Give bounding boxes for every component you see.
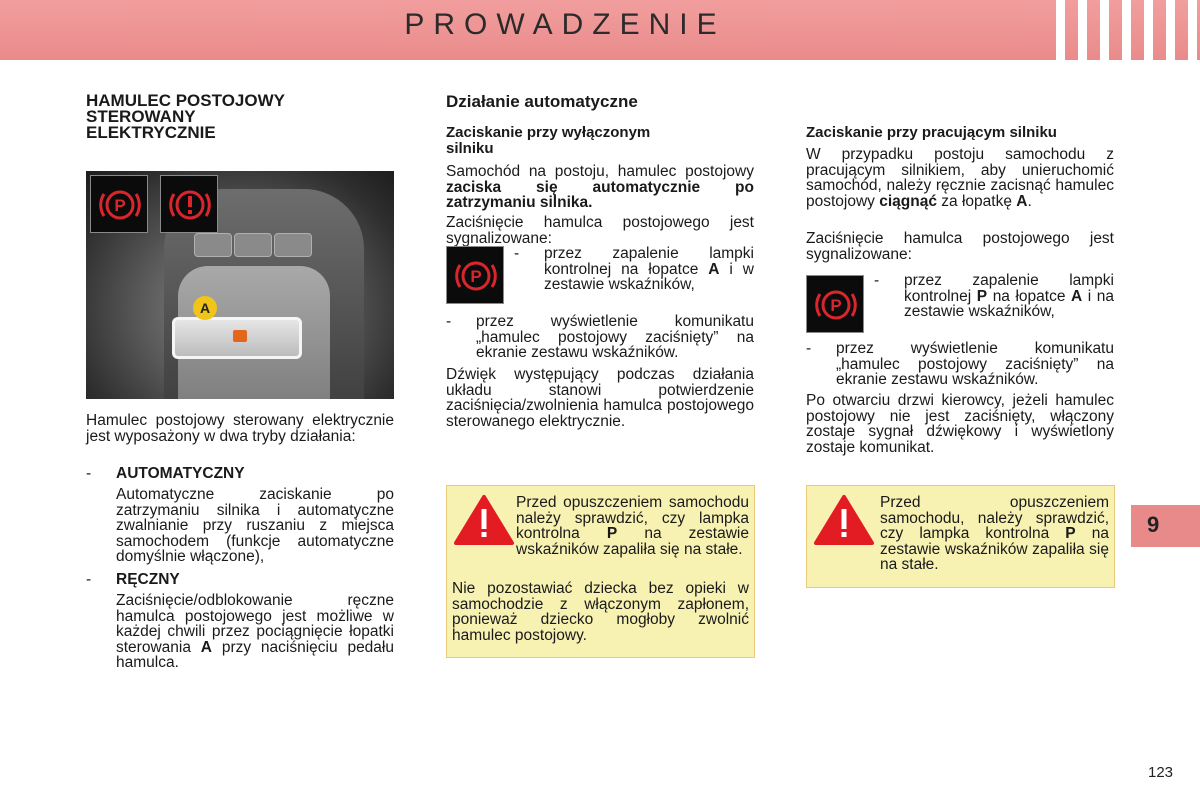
svg-text:P: P xyxy=(114,196,126,215)
svg-text:P: P xyxy=(830,296,842,315)
subsection-title: Zaciskanie przy wyłączonym silniku xyxy=(446,124,651,157)
paragraph: Po otwarciu drzwi kierowcy, jeżeli hamulec postojowy nie jest zaciśnięty, włączony zostaje sygnał dźwiękowy i wyświetlony zostaje komunikat. xyxy=(806,392,1114,456)
svg-text:P: P xyxy=(470,267,482,286)
section-title: HAMULEC POSTOJOWY STEROWANY ELEKTRYCZNIE xyxy=(86,91,285,142)
paragraph: Zaciśnięcie hamulca postojowego jest sygnalizowane: xyxy=(446,214,754,247)
header-stripe xyxy=(1166,0,1175,60)
header-stripe xyxy=(1100,0,1109,60)
console-button-right xyxy=(274,233,312,257)
console-button-left xyxy=(194,233,232,257)
bullet-text: przez zapalenie lampki kontrolnej na łopatce A i w zestawie wskaźników, xyxy=(544,245,754,293)
parking-brake-lamp-icon xyxy=(90,175,148,233)
lever-lamp-icon xyxy=(233,330,247,342)
mode-automatic-text: Automatyczne zaciskanie po zatrzymaniu silnika i automatyczne zwalnianie przy ruszaniu z miejsca samochodem (funkcje automatyczne domyślnie włączone), xyxy=(116,486,394,565)
paragraph: W przypadku postoju samochodu z pracującym silnikiem, aby unieruchomić samochód, należy ręcznie zacisnąć hamulec postojowy ciągnąć za łopatkę A. xyxy=(806,146,1114,210)
page-number: 123 xyxy=(1148,764,1174,781)
warning-box xyxy=(446,485,755,658)
warning-triangle-icon xyxy=(813,494,875,546)
parking-brake-lamp-icon xyxy=(806,275,864,333)
parking-brake-photo xyxy=(86,171,394,399)
warning-extra-text: Nie pozostawiać dziecka bez opieki w samochodzie z włączonym zapłonem, ponieważ dziecko mogłoby zwolnić hamulec postojowy. xyxy=(452,580,749,644)
subsection-title: Zaciskanie przy pracującym silniku xyxy=(806,124,1057,141)
warning-box xyxy=(806,485,1115,588)
paragraph: Dźwięk występujący podczas działania układu stanowi potwierdzenie zaciśnięcia/zwolnienia hamulca postojowego sterowanego elektrycznie. xyxy=(446,366,754,430)
mode-manual-name: RĘCZNY xyxy=(116,571,180,588)
mode-manual-text: Zaciśnięcie/odblokowanie ręczne hamulca postojowego jest możliwe w każdej chwili przez pociągnięcie łopatki sterowania A przy naciśnięciu pedału hamulca. xyxy=(116,592,394,671)
section-title: Działanie automatyczne xyxy=(446,92,638,111)
mode-automatic-name: AUTOMATYCZNY xyxy=(116,465,245,482)
header-stripe xyxy=(1144,0,1153,60)
header-stripe xyxy=(1188,0,1197,60)
list-dash: - xyxy=(874,272,880,289)
list-dash: - xyxy=(86,571,92,588)
bullet-text: przez wyświetlenie komunikatu „hamulec postojowy zaciśnięty” na ekranie zestawu wskaźników. xyxy=(476,313,754,361)
chapter-number: 9 xyxy=(1147,512,1160,537)
header-stripe xyxy=(1078,0,1087,60)
list-dash: - xyxy=(806,340,812,357)
paragraph: Zaciśnięcie hamulca postojowego jest sygnalizowane: xyxy=(806,230,1114,263)
console-button-center xyxy=(234,233,272,257)
warning-text: Przed opuszczeniem samochodu, należy sprawdzić, czy lampka kontrolna P na zestawie wskaźników zapaliła się na stałe. xyxy=(880,494,1109,573)
header-stripe xyxy=(1056,0,1065,60)
page-header xyxy=(0,0,1200,60)
parking-brake-lamp-icon xyxy=(446,246,504,304)
list-dash: - xyxy=(514,245,520,262)
header-stripe xyxy=(1122,0,1131,60)
chapter-tab xyxy=(1131,505,1200,547)
brake-warning-lamp-icon xyxy=(160,175,218,233)
photo-label-a: A xyxy=(193,296,217,320)
intro-text: Hamulec postojowy sterowany elektrycznie jest wyposażony w dwa tryby działania: xyxy=(86,412,394,445)
list-dash: - xyxy=(446,313,452,330)
warning-triangle-icon xyxy=(453,494,515,546)
parking-brake-lever xyxy=(172,317,302,359)
bullet-text: przez zapalenie lampki kontrolnej P na łopatce A i na zestawie wskaźników, xyxy=(904,272,1115,320)
paragraph: Samochód na postoju, hamulec postojowy zaciska się automatycznie po zatrzymaniu silnika. xyxy=(446,163,754,211)
list-dash: - xyxy=(86,465,92,482)
bullet-text: przez wyświetlenie komunikatu „hamulec postojowy zaciśnięty” na ekranie zestawu wskaźników. xyxy=(836,340,1114,388)
page-title: PROWADZENIE xyxy=(404,8,726,41)
warning-text: Przed opuszczeniem samochodu należy sprawdzić, czy lampka kontrolna P na zestawie wskaźników zapaliła się na stałe. xyxy=(516,494,749,558)
